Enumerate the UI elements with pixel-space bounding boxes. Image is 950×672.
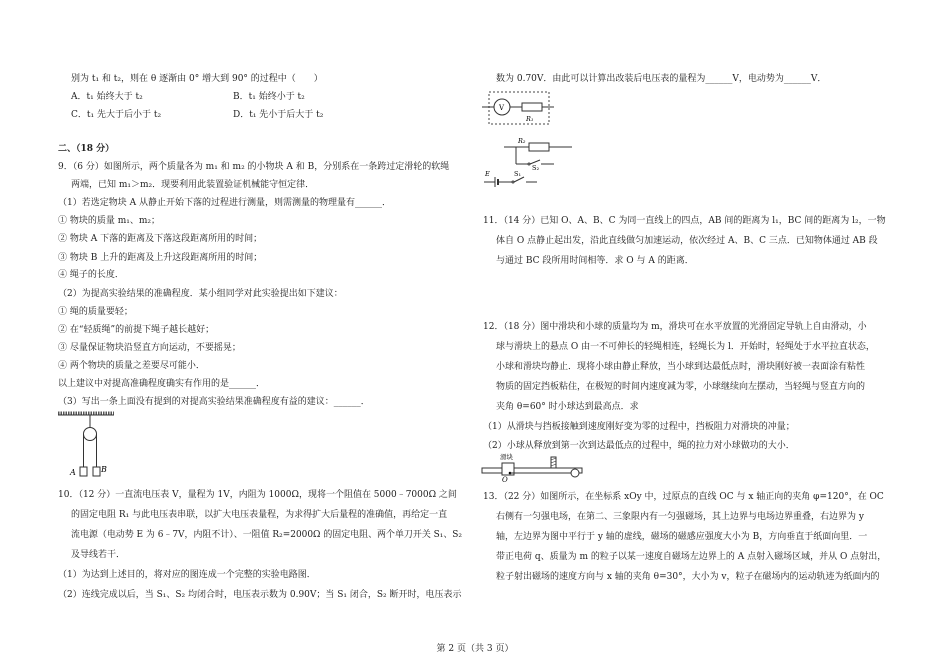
r1-label: R₁: [526, 115, 534, 123]
q9-line: ① 绳的质量要轻；: [58, 307, 133, 317]
q9-line: ③ 尽量保证物块沿竖直方向运动，不要摇晃；: [58, 343, 241, 353]
q10-line: 流电源（电动势 E 为 6﹣7V，内阻不计）、一阻值 R₂=2000Ω 的固定电阻、两个单刀开关 S₁、S₂: [71, 530, 463, 540]
q12-line: 12．（18 分）图中滑块和小球的质量均为 m，滑块可在水平放置的光滑固定导轨上自由滑动，小: [483, 322, 867, 332]
e-label: E: [485, 170, 490, 178]
q9-line: （3）写出一条上面没有提到的对提高实验结果准确程度有益的建议：______．: [58, 397, 370, 407]
r2-label: R₂: [518, 137, 526, 145]
q13-line: 轴，左边界为图中平行于 y 轴的虚线，磁场的磁感应强度大小为 B，方向垂直于纸面向里．一: [496, 532, 868, 542]
q12-line: 小球和滑块均静止．现将小球由静止释放，当小球到达最低点时，滑块刚好被一表面涂有粘性: [496, 362, 866, 372]
label-a: A: [70, 468, 76, 477]
q12-line: （2）小球从释放到第一次到达最低点的过程中，绳的拉力对小球做功的大小．: [483, 441, 795, 451]
slider-label: 滑块: [500, 453, 513, 461]
q9-line: ① 物块的质量 m₁、m₂；: [58, 216, 161, 226]
o-label: O: [502, 476, 508, 484]
q13-line: 13．（22 分）如图所示，在坐标系 xOy 中，过原点的直线 OC 与 x 轴正向的夹角 φ=120°，在 OC: [483, 492, 884, 502]
q13-line: 右侧有一匀强电场，在第二、三象限内有一匀强磁场，其上边界与电场边界重叠，右边界为 y: [496, 512, 864, 522]
q10-line: 及导线若干．: [71, 550, 126, 560]
q9-line: ④ 绳子的长度．: [58, 270, 124, 280]
q10-line: 的固定电阻 R₁ 与此电压表串联，以扩大电压表量程，为求得扩大后量程的准确值，再给定一直: [71, 510, 448, 520]
q9-line: 两端，已知 m₁＞m₂．现要利用此装置验证机械能守恒定律．: [71, 180, 315, 190]
pulley-figure: [56, 410, 116, 476]
circuit-figure: [482, 90, 582, 186]
label-b: B: [101, 465, 107, 474]
q12-line: 物质的固定挡板粘住，在极短的时间内速度减为零，小球继续向左摆动，当轻绳与竖直方向的: [496, 382, 866, 392]
q13-line: 粒子射出磁场的速度方向与 x 轴的夹角 θ=30°，大小为 v，粒子在磁场内的运动轨迹为纸面内的: [496, 572, 880, 582]
q12-line: 球与滑块上的悬点 O 由一不可伸长的轻绳相连，轻绳长为 l．开始时，轻绳处于水平拉直状态，: [496, 342, 875, 352]
q8-option-b: B．t₁ 始终小于 t₂: [233, 92, 305, 102]
q9-line: ④ 两个物块的质量之差要尽可能小．: [58, 361, 205, 371]
page-footer: 第 2 页（共 3 页）: [436, 644, 514, 654]
voltmeter-label: V: [499, 104, 505, 112]
q11-line: 体自 O 点静止起出发，沿此直线做匀加速运动，依次经过 A、B、C 三点．已知物体通过 AB 段: [496, 236, 878, 246]
section-heading: 二、（18 分）: [58, 144, 115, 154]
q10-tail: 数为 0.70V．由此可以计算出改装后电压表的量程为______V，电动势为______V．: [496, 74, 827, 84]
q10-line: （1）为达到上述目的，将对应的图连成一个完整的实验电路图．: [58, 570, 316, 580]
q9-line: ② 物块 A 下落的距离及下落这段距离所用的时间；: [58, 234, 263, 244]
q10-line: （2）连线完成以后，当 S₁、S₂ 均闭合时，电压表示数为 0.90V；当 S₁ 闭合，S₂ 断开时，电压表示: [58, 590, 462, 600]
q9-line: 9．（6 分）如图所示，两个质量各为 m₁ 和 m₂ 的小物块 A 和 B，分别系在一条跨过定滑轮的软绳: [58, 162, 450, 172]
q10-line: 10．（12 分）一直流电压表 V，量程为 1V，内阻为 1000Ω，现将一个阻值在 5000﹣7000Ω 之间: [58, 490, 457, 500]
q9-line: （2）为提高实验结果的准确程度．某小组同学对此实验提出如下建议：: [58, 289, 343, 299]
q9-line: （1）若选定物块 A 从静止开始下落的过程进行测量，则需测量的物理量有______．: [58, 198, 391, 208]
s1-label: S₁: [514, 170, 522, 178]
q8-option-d: D．t₁ 先小于后大于 t₂: [233, 110, 324, 120]
q12-line: （1）从滑块与挡板接触到速度刚好变为零的过程中，挡板阻力对滑块的冲量；: [483, 422, 795, 432]
q9-line: ② 在“轻质绳”的前提下绳子越长越好；: [58, 325, 215, 335]
q11-line: 与通过 BC 段所用时间相等．求 O 与 A 的距离．: [496, 256, 694, 266]
q8-option-a: A．t₁ 始终大于 t₂: [71, 92, 143, 102]
q12-line: 夹角 θ=60° 时小球达到最高点．求: [496, 402, 639, 412]
s2-label: S₂: [532, 164, 540, 172]
q13-line: 带正电荷 q、质量为 m 的粒子以某一速度自磁场左边界上的 A 点射入磁场区域，并从 O 点射出，: [496, 552, 887, 562]
slider-figure: [482, 452, 592, 482]
q8-option-c: C．t₁ 先大于后小于 t₂: [71, 110, 162, 120]
q9-line: 以上建议中对提高准确程度确实有作用的是______．: [58, 379, 266, 389]
q9-line: ③ 物块 B 上升的距离及上升这段距离所用的时间；: [58, 253, 263, 263]
q8-tail: 别为 t₁ 和 t₂，则在 θ 逐渐由 0° 增大到 90° 的过程中（ ）: [71, 74, 323, 84]
q11-line: 11．（14 分）已知 O、A、B、C 为同一直线上的四点，AB 间的距离为 l₁，BC 间的距离为 l₂，一物: [483, 216, 886, 226]
